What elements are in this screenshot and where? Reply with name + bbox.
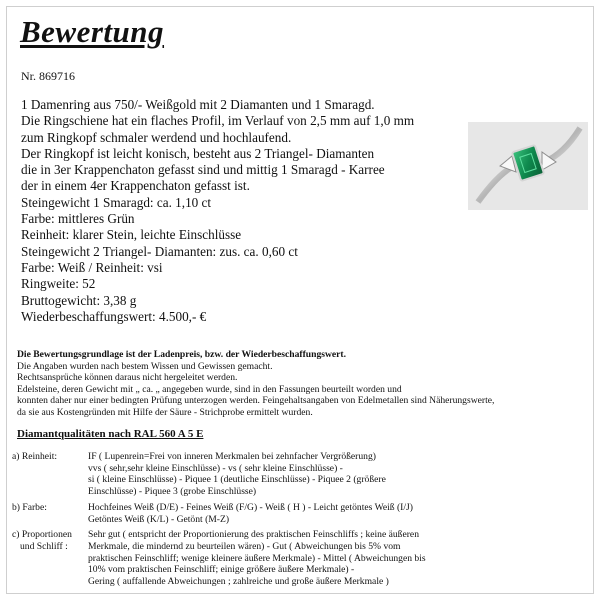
reinheit-line: IF ( Lupenrein=Frei von inneren Merkmalen bei zehnfacher Vergrößerung)	[88, 451, 376, 462]
farbe-label: b) Farbe:	[12, 501, 47, 513]
farbe-line: Hochfeines Weiß (D/E) - Feines Weiß (F/G) - Weiß ( H ) - Leicht getöntes Weiß (I/J)	[88, 501, 413, 513]
basis-heading: Die Bewertungsgrundlage ist der Ladenpreis, bzw. der Wiederbeschaffungswert.	[17, 349, 347, 360]
proportionen-label-line: c) Proportionen	[12, 529, 72, 541]
basis-line: Die Angaben wurden nach bestem Wissen und Gewissen gemacht.	[17, 360, 273, 372]
quality-row-proportionen	[12, 529, 592, 588]
description-line: Wiederbeschaffungswert: 4.500,- €	[21, 308, 207, 324]
proportionen-line: Gering ( auffallende Abweichungen ; zahlreiche und große äußere Merkmale )	[88, 576, 389, 588]
basis-line: Edelsteine, deren Gewicht mit „ ca. „ angegeben wurde, sind in den Fassungen beurteilt worden und	[17, 383, 402, 395]
appraisal-number: Nr. 869716	[21, 69, 75, 83]
ring-band	[478, 166, 514, 202]
ring-photo	[468, 122, 588, 210]
basis-line: konnten daher nur einer bedingten Prüfung unterzogen werden. Feingehaltsangaben von Edelmetallen sind Näherungswerte,	[17, 395, 495, 407]
proportionen-line: 10% vom praktischen Feinschliff; einige größere äußere Merkmale) -	[88, 564, 355, 576]
description-line: Steingewicht 2 Triangel- Diamanten: zus. ca. 0,60 ct	[21, 243, 298, 259]
description-line: 1 Damenring aus 750/- Weißgold mit 2 Diamanten und 1 Smaragd.	[21, 97, 375, 112]
valuation-basis	[17, 349, 587, 419]
description-line: zum Ringkopf schmaler werdend und hochlaufend.	[21, 129, 292, 145]
reinheit-line: Einschlüsse) - Piquee 3 (grobe Einschlüsse)	[88, 486, 257, 498]
basis-line: Rechtsansprüche können daraus nicht hergeleitet werden.	[17, 372, 238, 384]
description-line: Steingewicht 1 Smaragd: ca. 1,10 ct	[21, 194, 212, 210]
description-line: Bruttogewicht: 3,38 g	[21, 292, 137, 308]
description-line: Farbe: Weiß / Reinheit: vsi	[21, 259, 163, 275]
proportionen-line: praktischen Feinschliff; wenige kleinere äußere Merkmale) - Mittel ( Abweichungen bis	[88, 552, 426, 564]
reinheit-label: a) Reinheit:	[12, 451, 58, 462]
basis-line: da sie aus Kostengründen mit Hilfe der Säure - Strichprobe ermittelt wurden.	[17, 406, 313, 418]
quality-table	[12, 451, 592, 588]
farbe-line: Getöntes Weiß (K/L) - Getönt (M-Z)	[88, 513, 230, 525]
description-line: die in 3er Krappenchaton gefasst sind und mittig 1 Smaragd - Karree	[21, 162, 385, 178]
quality-heading: Diamantqualitäten nach RAL 560 A 5 E	[17, 428, 204, 440]
quality-row-reinheit	[12, 451, 592, 498]
item-description	[21, 97, 441, 325]
reinheit-line: si ( kleine Einschlüsse) - Piquee 1 (deutliche Einschlüsse) - Piquee 2 (größere	[88, 474, 386, 486]
document-title: Bewertung	[20, 14, 165, 49]
ring-illustration	[468, 122, 588, 210]
description-line: Der Ringkopf ist leicht konisch, besteht aus 2 Triangel- Diamanten	[21, 145, 375, 161]
smaragd-stone	[512, 145, 544, 181]
description-line: Ringweite: 52	[21, 276, 96, 292]
description-line: der in einem 4er Krappenchaton gefasst ist.	[21, 178, 250, 194]
proportionen-line: Merkmale, die mindernd zu beurteilen wären) - Gut ( Abweichungen bis 5% vom	[88, 540, 401, 552]
reinheit-line: vvs ( sehr,sehr kleine Einschlüsse) - vs ( sehr kleine Einschlüsse) -	[88, 462, 343, 474]
proportionen-line: Sehr gut ( entspricht der Proportionierung des praktischen Feinschliffs ; keine äußeren	[88, 529, 419, 541]
quality-row-farbe	[12, 502, 592, 525]
description-line: Farbe: mittleres Grün	[21, 211, 135, 227]
proportionen-label	[12, 529, 92, 552]
description-line: Reinheit: klarer Stein, leichte Einschlüsse	[21, 227, 242, 243]
proportionen-label-line: und Schliff :	[20, 540, 68, 552]
description-line: Die Ringschiene hat ein flaches Profil, im Verlauf von 2,5 mm auf 1,0 mm	[21, 113, 415, 129]
